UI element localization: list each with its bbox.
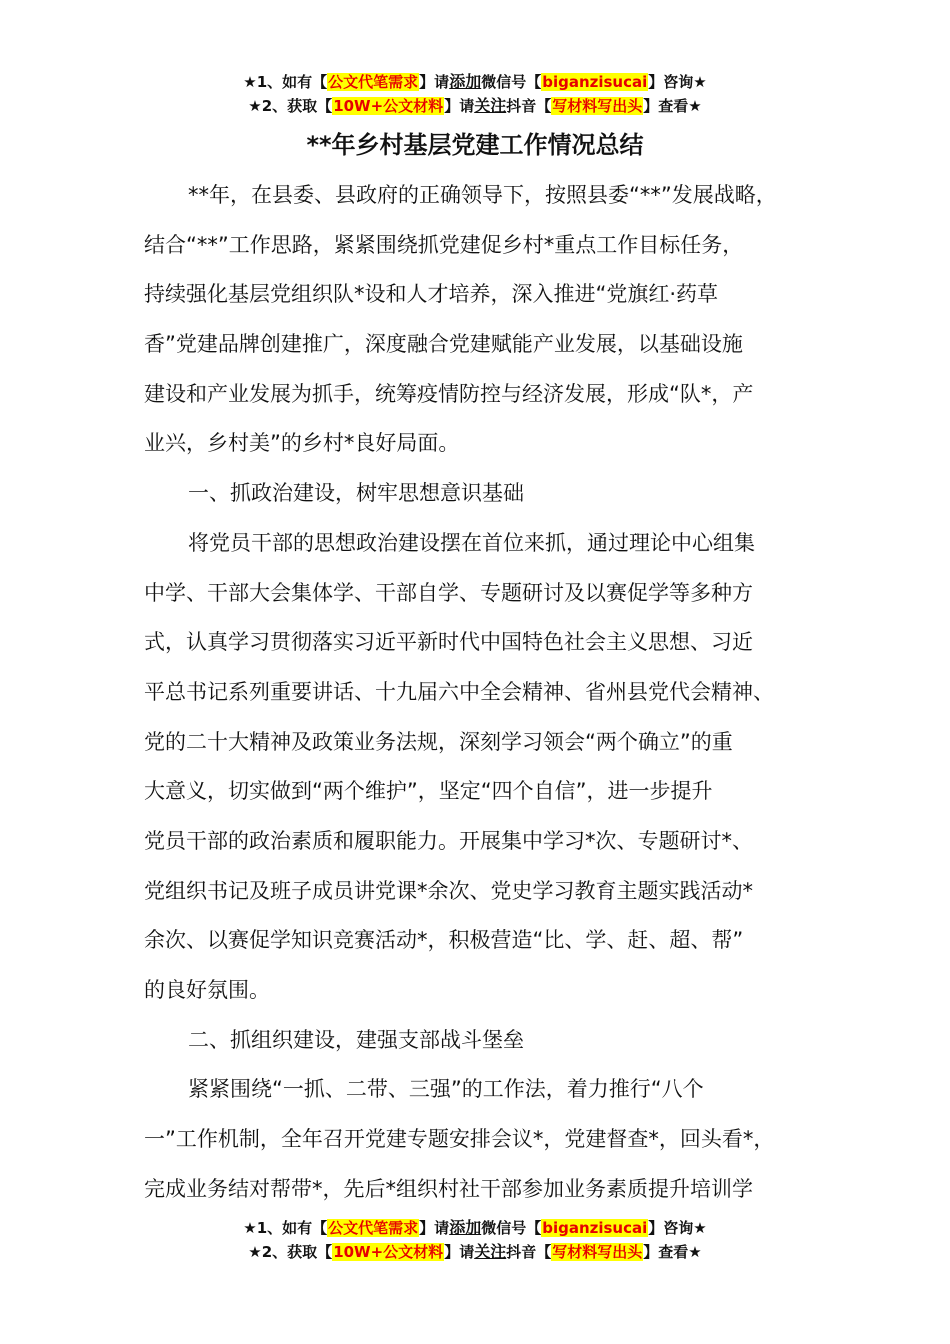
highlight-douyin-account: 写材料写出头 — [552, 1243, 643, 1261]
notice-line-2 — [0, 1240, 950, 1264]
notice-text: 】请 — [419, 73, 450, 91]
paragraph-line: 党组织书记及班子成员讲党课*余次、党史学习教育主题实践活动* — [144, 878, 753, 903]
paragraph-line: 式，认真学习贯彻落实习近平新时代中国特色社会主义思想、习近 — [144, 630, 753, 655]
notice-text: 抖音【 — [506, 1243, 552, 1261]
section-heading: 一、抓政治建设，树牢思想意识基础 — [188, 481, 524, 506]
paragraph-line: 结合“**”工作思路，紧紧围绕抓党建促乡村*重点工作目标任务， — [144, 232, 744, 257]
notice-text: ★2、获取【 — [248, 97, 333, 115]
paragraph-line: 中学、干部大会集体学、干部自学、专题研讨及以赛促学等多种方 — [144, 580, 753, 605]
footer-notice — [0, 1216, 950, 1264]
paragraph-line: 平总书记系列重要讲话、十九届六中全会精神、省州县党代会精神、 — [144, 679, 774, 704]
highlight-ghostwriting-service: 公文代笔需求 — [328, 73, 419, 91]
notice-line-2 — [0, 94, 950, 118]
paragraph-line: 将党员干部的思想政治建设摆在首位来抓，通过理论中心组集 — [188, 530, 755, 555]
highlight-douyin-account: 写材料写出头 — [552, 97, 643, 115]
paragraph-line: 的良好氛围。 — [144, 978, 270, 1002]
paragraph-line: **年，在县委、县政府的正确领导下，按照县委“**”发展战略， — [188, 183, 777, 207]
paragraph-line: 香”党建品牌创建推广，深度融合党建赋能产业发展，以基础设施 — [144, 332, 743, 357]
notice-text: ★1、如有【 — [243, 1219, 328, 1237]
notice-text: 】查看★ — [643, 97, 702, 115]
highlight-wechat-id: biganzisucai — [542, 73, 648, 91]
paragraph-line: 余次、以赛促学知识竞赛活动*，积极营造“比、学、赶、超、帮” — [144, 928, 744, 953]
header-notice — [0, 70, 950, 118]
notice-line-1 — [0, 1216, 950, 1240]
paragraph-line: 建设和产业发展为抓手，统筹疫情防控与经济发展，形成“队*，产 — [144, 381, 754, 406]
highlight-materials-offer: 10W+公文材料 — [333, 1243, 444, 1261]
paragraph-line: 党员干部的政治素质和履职能力。开展集中学习*次、专题研讨*、 — [144, 828, 753, 853]
notice-text: 抖音【 — [506, 97, 552, 115]
notice-underline-text: 添加 — [449, 72, 482, 91]
highlight-materials-offer: 10W+公文材料 — [333, 97, 444, 115]
notice-underline-text: 关注 — [474, 1242, 507, 1261]
notice-text: 微信号【 — [481, 1219, 542, 1237]
notice-line-1 — [0, 70, 950, 94]
highlight-ghostwriting-service: 公文代笔需求 — [328, 1219, 419, 1237]
notice-text: 】咨询★ — [648, 1219, 707, 1237]
notice-text: ★1、如有【 — [243, 73, 328, 91]
notice-text: 】咨询★ — [648, 73, 707, 91]
notice-text: 微信号【 — [481, 73, 542, 91]
paragraph-line: 业兴，乡村美”的乡村*良好局面。 — [144, 431, 460, 456]
notice-text: 】请 — [419, 1219, 450, 1237]
document-body — [144, 171, 834, 1214]
paragraph-line: 大意义，切实做到“两个维护”，坚定“四个自信”，进一步提升 — [144, 779, 713, 804]
paragraph-line: 紧紧围绕“一抓、二带、三强”的工作法，着力推行“八个 — [188, 1077, 704, 1102]
paragraph-line: 完成业务结对帮带*，先后*组织村社干部参加业务素质提升培训学 — [144, 1176, 753, 1201]
paragraph-line: 党的二十大精神及政策业务法规，深刻学习领会“两个确立”的重 — [144, 729, 733, 754]
notice-underline-text: 添加 — [449, 1218, 482, 1237]
paragraph-line: 一”工作机制，全年召开党建专题安排会议*，党建督查*，回头看*， — [144, 1127, 775, 1152]
document-title: **年乡村基层党建工作情况总结 — [306, 131, 644, 159]
paragraph-line: 持续强化基层党组织队*设和人才培养，深入推进“党旗红·药草 — [144, 282, 719, 307]
notice-underline-text: 关注 — [474, 96, 507, 115]
notice-text: 】请 — [444, 97, 475, 115]
notice-text: 】请 — [444, 1243, 475, 1261]
section-heading: 二、抓组织建设，建强支部战斗堡垒 — [188, 1027, 524, 1052]
notice-text: ★2、获取【 — [248, 1243, 333, 1261]
highlight-wechat-id: biganzisucai — [542, 1219, 648, 1237]
notice-text: 】查看★ — [643, 1243, 702, 1261]
